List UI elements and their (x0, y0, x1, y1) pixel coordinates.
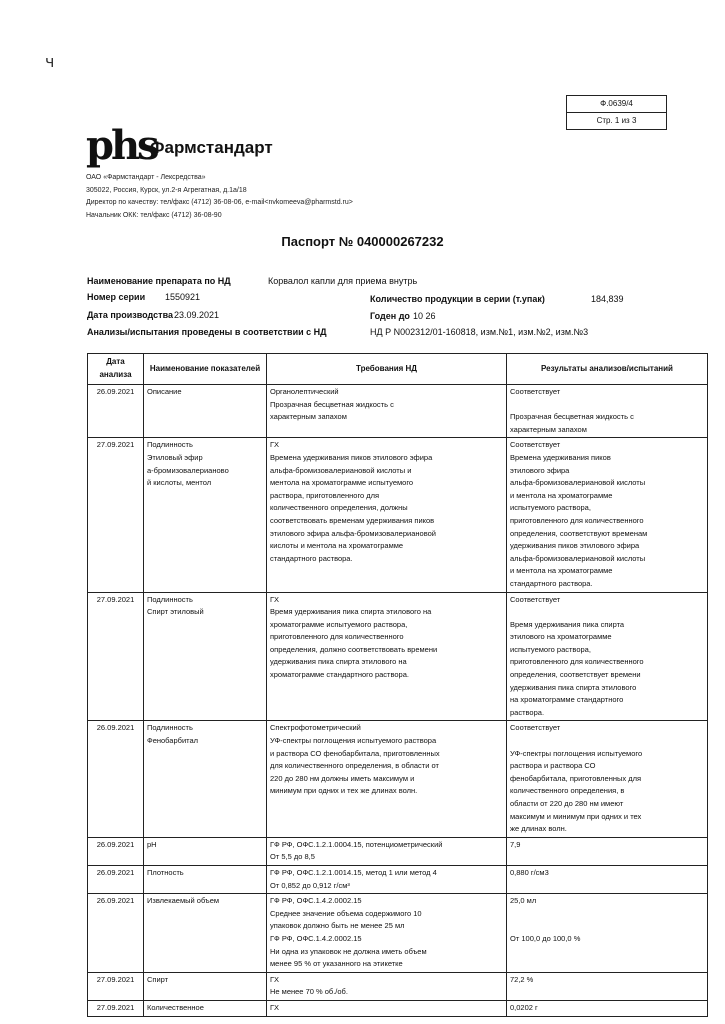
indicator-name (144, 837, 267, 865)
nd-requirement-line: ГХ (270, 594, 280, 604)
product-value: Корвалол капли для приема внутрь (268, 276, 418, 286)
logo-name: Фармстандарт (150, 138, 273, 157)
series-value: 1550921 (165, 292, 201, 302)
analysis-result-line: удерживания пика спирта этилового (510, 682, 637, 692)
production-date-label: Дата производства (87, 310, 173, 320)
nd-requirement-line: ГХ (270, 440, 280, 450)
analysis-result-line: раствора и раствора СО (510, 761, 596, 771)
analysis-result-line: на хроматограмме стандартного (510, 695, 624, 705)
nd-requirement-line: ГФ РФ, ОФС.1.4.2.0002.15 (270, 933, 362, 943)
analysis-result-line: 72,2 % (510, 974, 534, 984)
nd-requirement-line: характерным запахом (270, 412, 347, 422)
indicator-name (144, 865, 267, 893)
indicator-name (144, 592, 267, 721)
nd-requirement-line: упаковок должно быть не менее 25 мл (270, 921, 405, 931)
form-code: Ф.0639/4 (600, 99, 633, 108)
analysis-result-line: альфа-бромизовалериановой кислоты (510, 478, 646, 488)
analysis-result-line: характерным запахом (510, 424, 587, 434)
indicator-name-line: а-бромизовалериановo (147, 465, 229, 475)
table-row (88, 972, 708, 1000)
analysis-date: 26.09.2021 (88, 385, 144, 438)
nd-requirement (267, 438, 507, 592)
analysis-date: 27.09.2021 (88, 592, 144, 721)
nd-requirement (267, 865, 507, 893)
nd-requirement-line: хроматограмме стандартного раствора. (270, 670, 409, 680)
analysis-result-line: приготовленного для количественного (510, 657, 644, 667)
nd-requirement-line: Ни одна из упаковок не должна иметь объем (270, 946, 427, 956)
table-row (88, 721, 708, 837)
indicator-name-line: Количественное (147, 1002, 204, 1012)
company-info (86, 172, 353, 222)
analysis-result (507, 1000, 708, 1016)
indicator-name-line: Подлинность (147, 440, 193, 450)
analysis-result-line: стандартного раствора. (510, 578, 593, 588)
analysis-date: 26.09.2021 (88, 865, 144, 893)
analysis-result-line: 7,9 (510, 839, 521, 849)
analysis-result-line: и ментола на хроматограмме (510, 490, 613, 500)
table-row (88, 438, 708, 592)
analysis-result-line: удерживания пиков этилового эфира (510, 541, 640, 551)
nd-requirement-line: Прозрачная бесцветная жидкость с (270, 399, 394, 409)
table-row (88, 865, 708, 893)
table-row (88, 894, 708, 973)
analysis-date: 27.09.2021 (88, 438, 144, 592)
analyses-label: Анализы/испытания проведены в соответствии с НД (87, 327, 327, 337)
nd-requirement-line: ментола на хроматограмме испытуемого (270, 478, 414, 488)
nd-requirement-line: ГФ РФ, ОФС.1.2.1.0014.15, метод 1 или метод 4 (270, 867, 437, 877)
nd-requirement-line: и раствора СО фенобарбитала, приготовленных (270, 748, 440, 758)
analysis-result-line: альфа-бромизовалериановой кислоты (510, 553, 646, 563)
nd-requirement-line: раствора, приготовленного для (270, 490, 380, 500)
nd-requirement-line: менее 95 % от указанного на этикетке (270, 959, 403, 969)
nd-requirement-line: УФ-спектры поглощения испытуемого раствора (270, 736, 437, 746)
nd-requirement (267, 894, 507, 973)
indicator-name-line: Плотность (147, 867, 184, 877)
analysis-result-line: фенобарбитала, приготовленных для (510, 773, 642, 783)
nd-requirement (267, 1000, 507, 1016)
nd-requirement-line: Органолептический (270, 387, 339, 396)
analysis-result-line: 25,0 мл (510, 896, 537, 906)
analyses-value: НД Р N002312/01-160818, изм.№1, изм.№2, изм.№3 (370, 327, 589, 337)
column-header: Результаты анализов/испытаний (507, 354, 708, 385)
indicator-name (144, 385, 267, 438)
logo-mark: phs (86, 122, 157, 169)
analysis-result (507, 972, 708, 1000)
company-line: 305022, Россия, Курск, ул.2-я Агрегатная, д.1а/18 (86, 186, 247, 194)
analysis-result-line: этилового на хроматограмме (510, 632, 612, 642)
quantity-value: 184,839 (591, 294, 624, 304)
nd-requirement (267, 721, 507, 837)
handwritten-mark: ч (45, 52, 55, 71)
indicator-name-line: Описание (147, 387, 182, 396)
analysis-result-line: приготовленного для количественного (510, 515, 644, 525)
analysis-result-line: Времена удерживания пиков (510, 452, 611, 462)
analysis-result-line: Соответствует (510, 594, 561, 604)
table-row (88, 837, 708, 865)
analysis-result-line: Соответствует (510, 387, 561, 396)
analysis-result (507, 721, 708, 837)
analysis-result-line: количественного определения, в (510, 786, 625, 796)
nd-requirement-line: Среднее значение объема содержимого 10 (270, 908, 422, 918)
indicator-name-line: Подлинность (147, 723, 193, 733)
nd-requirement (267, 385, 507, 438)
table-header-row (88, 354, 708, 385)
nd-requirement-line: 220 до 280 нм должны иметь максимум и (270, 773, 415, 783)
analysis-date: 26.09.2021 (88, 837, 144, 865)
indicator-name-line: Извлекаемый объем (147, 896, 220, 906)
company-line: Начальник ОКК: тел/факс (4712) 36-08-90 (86, 211, 222, 219)
page-counter: Стр. 1 из 3 (567, 112, 666, 129)
indicator-name (144, 438, 267, 592)
nd-requirement-line: альфа-бромизовалериановой кислоты и (270, 465, 412, 475)
column-header: Требования НД (267, 354, 507, 385)
nd-requirement-line: приготовленного для количественного (270, 632, 404, 642)
analysis-result-line: 0,0202 г (510, 1002, 538, 1012)
nd-requirement-line: Не менее 70 % об./об. (270, 987, 348, 997)
analysis-result-line (510, 735, 704, 748)
analysis-result-line: 0,880 г/см3 (510, 867, 549, 877)
nd-requirement-line: кислоты и ментола на хроматограмме (270, 541, 404, 551)
indicator-name (144, 1000, 267, 1016)
indicator-name (144, 721, 267, 837)
nd-requirement-line: Спектрофотометрический (270, 723, 361, 733)
form-code-box (566, 95, 667, 130)
analysis-result (507, 592, 708, 721)
nd-requirement-line: определения, должно соответствовать времени (270, 644, 438, 654)
nd-requirement-line: соответствовать временам удерживания пиков (270, 515, 435, 525)
indicator-name (144, 894, 267, 973)
analysis-result-line (510, 606, 704, 619)
nd-requirement-line: ГХ (270, 974, 280, 984)
indicator-name-line: pH (147, 839, 157, 849)
analysis-result-line: Время удерживания пика спирта (510, 619, 625, 629)
analysis-result-line (510, 920, 704, 933)
analysis-result-line: УФ-спектры поглощения испытуемого (510, 748, 643, 758)
analysis-date: 26.09.2021 (88, 721, 144, 837)
analysis-result-line: максимум и минимум при одних и тех (510, 811, 642, 821)
quantity-label: Количество продукции в серии (т.упак) (370, 294, 545, 304)
analysis-result-line: испытуемого раствора, (510, 644, 591, 654)
production-date-value: 23.09.2021 (174, 310, 220, 320)
indicator-name-line: Спирт (147, 974, 169, 984)
analysis-result-line: Прозрачная бесцветная жидкость с (510, 412, 634, 422)
analysis-result-line: определения, соответствуют временам (510, 528, 648, 538)
nd-requirement-line: минимум при одних и тех же длинах волн. (270, 786, 418, 796)
nd-requirement-line: ГФ РФ, ОФС.1.2.1.0004.15, потенциометрический (270, 839, 443, 849)
table-row (88, 592, 708, 721)
table-row (88, 385, 708, 438)
company-line: Директор по качеству: тел/факс (4712) 36-08-06, e-mail<nvkomeeva@pharmstd.ru> (86, 199, 353, 207)
analysis-result-line (510, 399, 704, 412)
analysis-result (507, 894, 708, 973)
nd-requirement-line: От 5,5 до 8,5 (270, 852, 315, 862)
analysis-result-line: определения, соответствует времени (510, 670, 641, 680)
indicator-name-line: Этиловый эфир (147, 452, 203, 462)
nd-requirement-line: Время удерживания пика спирта этилового на (270, 607, 432, 617)
analysis-result-line: Соответствует (510, 723, 561, 733)
analysis-date: 26.09.2021 (88, 894, 144, 973)
indicator-name-line: Подлинность (147, 594, 193, 604)
passport-title: Паспорт № 040000267232 (281, 234, 444, 249)
nd-requirement-line: От 0,852 до 0,912 г/см³ (270, 880, 350, 890)
analysis-date: 27.09.2021 (88, 1000, 144, 1016)
analysis-result-line: Соответствует (510, 440, 561, 450)
analysis-result (507, 837, 708, 865)
nd-requirement (267, 972, 507, 1000)
results-table (87, 353, 708, 1017)
nd-requirement-line: количественного определения, должны (270, 503, 408, 513)
analysis-result-line: От 100,0 до 100,0 % (510, 933, 581, 943)
column-header: Наименование показателей (144, 354, 267, 385)
analysis-result-line: раствора. (510, 707, 545, 717)
nd-requirement-line: этилового эфира альфа-бромизовалериановой (270, 528, 436, 538)
analysis-result (507, 385, 708, 438)
analysis-result-line: же длинах волн. (510, 824, 567, 834)
analysis-result (507, 438, 708, 592)
nd-requirement (267, 837, 507, 865)
nd-requirement-line: ГХ (270, 1002, 280, 1012)
column-header: Дата анализа (88, 354, 144, 385)
nd-requirement-line: ГФ РФ, ОФС.1.4.2.0002.15 (270, 896, 362, 906)
analysis-result-line (510, 908, 704, 921)
indicator-name-line: й кислоты, ментол (147, 478, 212, 488)
series-label: Номер серии (87, 292, 146, 302)
company-line: ОАО «Фармстандарт - Лексредства» (86, 174, 206, 181)
indicator-name (144, 972, 267, 1000)
analysis-result-line: области от 220 до 280 нм имеют (510, 799, 624, 808)
expiry-label: Годен до (370, 311, 410, 321)
product-label: Наименование препарата по НД (87, 276, 231, 286)
nd-requirement-line: Времена удерживания пиков этилового эфира (270, 452, 433, 462)
analysis-result (507, 865, 708, 893)
nd-requirement (267, 592, 507, 721)
analysis-result-line: и ментола на хроматограмме (510, 566, 613, 576)
expiry-value: 10 26 (413, 311, 436, 321)
table-row (88, 1000, 708, 1016)
indicator-name-line: Фенобарбитал (147, 736, 199, 746)
analysis-date: 27.09.2021 (88, 972, 144, 1000)
nd-requirement-line: хроматограмме испытуемого раствора, (270, 619, 408, 629)
nd-requirement-line: удерживания пика спирта этилового на (270, 657, 407, 667)
analysis-result-line: испытуемого раствора, (510, 503, 591, 513)
analysis-result-line: этилового эфира (510, 465, 570, 475)
nd-requirement-line: для количественного определения, в области от (270, 761, 439, 771)
indicator-name-line: Спирт этиловый (147, 607, 204, 617)
nd-requirement-line: стандартного раствора. (270, 553, 353, 563)
